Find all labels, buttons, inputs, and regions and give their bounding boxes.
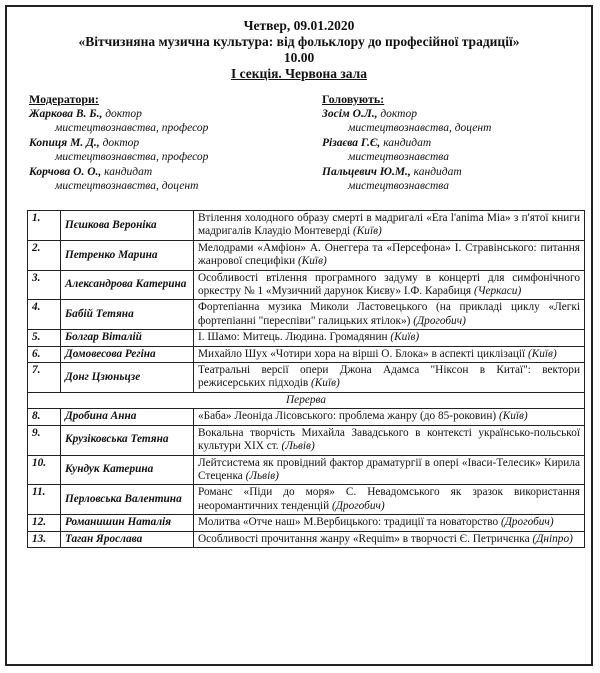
speaker-name: Кундук Катерина [61, 455, 194, 485]
speaker-name: Петренко Марина [61, 240, 194, 270]
talk-topic-cell [194, 363, 585, 393]
row-number: 12. [28, 515, 61, 531]
talk-topic-cell [194, 240, 585, 270]
speaker-city: (Київ) [311, 377, 340, 390]
chair-role-line: мистецтвознавства [348, 151, 449, 163]
moderator-role-line: мистецтвознавства, професор [55, 151, 209, 163]
speaker-city: (Дніпро) [532, 532, 573, 545]
speaker-name: Романишин Наталія [61, 515, 194, 531]
program-row [28, 515, 585, 531]
program-row [28, 455, 585, 485]
speaker-name: Дробина Анна [61, 409, 194, 425]
speaker-name: Пєшкова Вероніка [61, 211, 194, 241]
chair-line [322, 136, 572, 151]
chair-role: доктор [380, 107, 417, 120]
program-row [28, 485, 585, 515]
moderator-line [29, 107, 299, 122]
moderator-name: Копиця М. Д., [29, 136, 100, 149]
program-row [28, 531, 585, 547]
talk-topic: Вокальна творчість Михайла Завадського в контексті українсько-польської культури XIX ст. [198, 426, 580, 453]
chair-role-line: мистецтвознавства, доцент [348, 122, 492, 134]
chair-line [322, 165, 572, 180]
speaker-city: (Львів) [281, 440, 315, 453]
talk-topic-cell [194, 346, 585, 362]
talk-topic-cell [194, 485, 585, 515]
break-label: Перерва [28, 392, 585, 408]
row-number: 13. [28, 531, 61, 547]
moderator-name: Корчова О. О., [29, 165, 102, 178]
speaker-city: (Київ) [353, 225, 382, 238]
moderator-role-line: мистецтвознавства, доцент [55, 180, 199, 192]
talk-topic: Особливості прочитання жанру «Requim» в творчості Є. Петричєнка [198, 532, 530, 545]
talk-topic: Особливості втілення програмного задуму в концерті для симфонічного оркестру № 1 «Музичний дарунок Києву» І.Ф. Карабиця [198, 271, 580, 298]
speaker-city: (Київ) [528, 347, 557, 360]
moderators-block [29, 92, 299, 194]
talk-topic-cell [194, 455, 585, 485]
row-number: 8. [28, 409, 61, 425]
chair-role: кандидат [413, 165, 462, 178]
speaker-city: (Дрогобич) [332, 499, 385, 512]
session-time: 10.00 [283, 50, 315, 65]
row-number: 6. [28, 346, 61, 362]
program-row [28, 409, 585, 425]
moderator-role: доктор [105, 107, 142, 120]
row-number: 10. [28, 455, 61, 485]
row-number: 5. [28, 330, 61, 346]
row-number: 7. [28, 363, 61, 393]
chair-line [322, 107, 572, 122]
talk-topic: І. Шамо: Митець. Людина. Громадянин [198, 331, 388, 344]
chair-name: Зосім О.Л., [322, 107, 378, 120]
date-heading: Четвер, 09.01.2020 [243, 18, 355, 33]
talk-topic-cell [194, 425, 585, 455]
program-row [28, 300, 585, 330]
talk-topic: Романс «Піди до моря» С. Невадомського як зразок використання неоромантичних тенденцій [198, 486, 580, 512]
moderator-role: доктор [102, 136, 140, 149]
talk-topic: Лейтсистема як провідний фактор драматургії в опері «Іваси-Телесик» Кирила Стеценка [198, 456, 580, 482]
row-number: 4. [28, 300, 61, 330]
talk-topic-cell [194, 330, 585, 346]
chair-name: Пальцевич Ю.М., [322, 165, 411, 178]
program-row [28, 330, 585, 346]
talk-topic: «Баба» Леоніда Лісовського: проблема жанру (до 85-роковин) [198, 410, 497, 423]
moderator-name: Жаркова В. Б., [29, 107, 103, 120]
talk-topic: Михайло Шух «Чотири хора на вірші О. Блока» в аспекті циклізації [198, 347, 526, 360]
program-row [28, 346, 585, 362]
speaker-name: Крузіковська Тетяна [61, 425, 194, 455]
speaker-name: Болгар Віталій [61, 330, 194, 346]
program-row [28, 425, 585, 455]
speaker-city: (Дрогобич) [500, 516, 554, 529]
chair-role-line: мистецтвознавства [348, 180, 449, 192]
break-row [28, 392, 585, 408]
row-number: 2. [28, 240, 61, 270]
speaker-city: (Київ) [390, 331, 420, 344]
speaker-city: (Київ) [498, 410, 528, 423]
program-row [28, 240, 585, 270]
program-table [27, 210, 585, 548]
speaker-name: Донг Цзюньцзе [61, 363, 194, 393]
moderator-role: кандидат [104, 165, 153, 178]
speaker-name: Домовесова Регіна [61, 346, 194, 362]
program-row [28, 211, 585, 241]
row-number: 1. [28, 211, 61, 241]
speaker-city: (Львів) [245, 469, 279, 482]
talk-topic: Фортепіанна музика Миколи Ластовецького (на прикладі циклу «Легкі фортепіанні "переспіви" галицьких ятілок») [198, 301, 580, 327]
speaker-name: Таган Ярослава [61, 531, 194, 547]
talk-topic: Молитва «Отче наш» М.Вербицького: традиції та новаторство [198, 516, 499, 529]
conference-title: «Вітчизняна музична культура: від фольклору до професійної традиції» [78, 34, 520, 49]
speaker-name: Бабій Тетяна [61, 300, 194, 330]
talk-topic: Театральні версії опери Джона Адамса "Ніксон в Китаї": вектори режисерських підходів [198, 364, 580, 390]
chair-name: Різаєва Г.Є, [322, 136, 381, 149]
speaker-city: (Черкаси) [473, 285, 522, 298]
speaker-name: Перловська Валентина [61, 485, 194, 515]
talk-topic-cell [194, 211, 585, 241]
row-number: 3. [28, 270, 61, 300]
program-row [28, 270, 585, 300]
moderator-line [29, 165, 299, 180]
chairs-block [322, 92, 572, 194]
talk-topic-cell [194, 515, 585, 531]
talk-topic-cell [194, 531, 585, 547]
moderators-title: Модератори: [29, 92, 99, 106]
talk-topic-cell [194, 300, 585, 330]
talk-topic-cell [194, 270, 585, 300]
row-number: 9. [28, 425, 61, 455]
program-row [28, 363, 585, 393]
section-heading: І секція. Червона зала [230, 66, 367, 81]
chair-role: кандидат [383, 136, 432, 149]
chairs-title: Головують: [322, 92, 385, 106]
talk-topic-cell [194, 409, 585, 425]
moderator-line [29, 136, 299, 151]
speaker-city: (Дрогобич) [413, 314, 466, 327]
speaker-name: Александрова Катерина [61, 270, 194, 300]
speaker-city: (Київ) [298, 255, 327, 268]
moderator-role-line: мистецтвознавства, професор [55, 122, 209, 134]
talk-topic: Мелодрами «Амфіон» А. Онеггера та «Персефона» І. Стравінського: питання жанрової специфіки [198, 241, 580, 268]
talk-topic: Втілення холодного образу смерті в мадригалі «Era l'anima Mia» з п'ятої книги мадригалів Клаудіо Монтеверді [198, 212, 580, 238]
row-number: 11. [28, 485, 61, 515]
